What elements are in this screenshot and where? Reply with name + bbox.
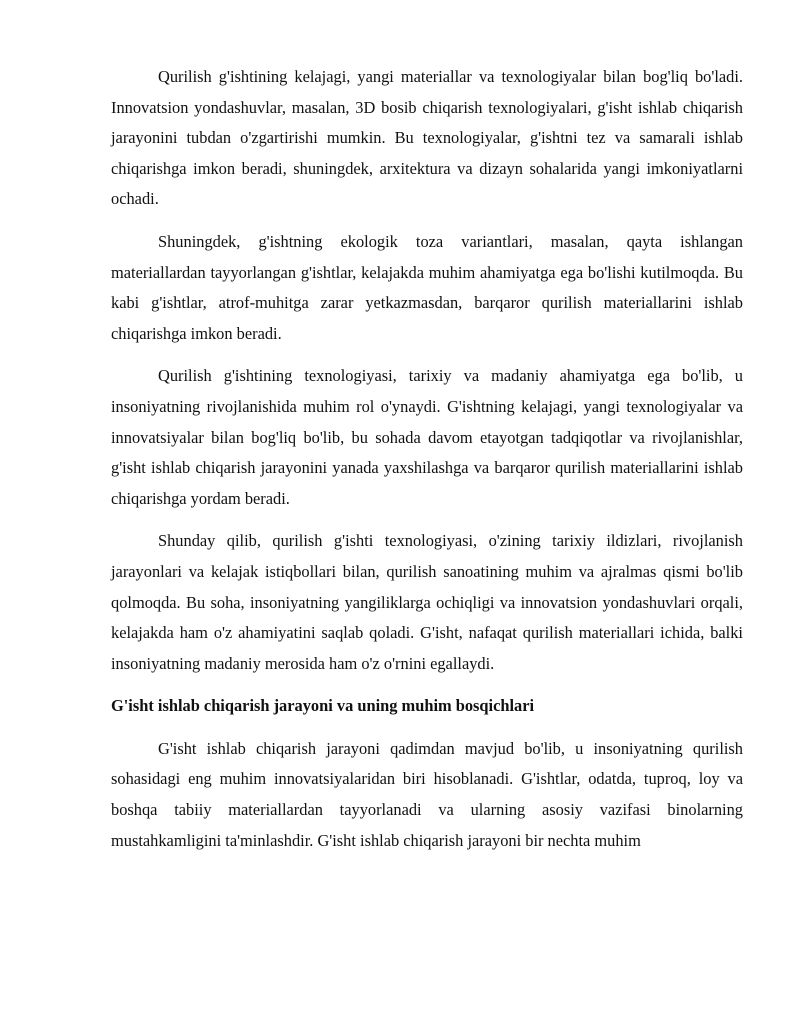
paragraph-production-process: G'isht ishlab chiqarish jarayoni qadimdan mavjud bo'lib, u insoniyatning qurilish sohasidagi eng muhim innovatsiyalaridan biri hisoblanadi. G'ishtlar, odatda, tuproq, loy va boshqa tabiiy materiallardan tayyorlanadi va ularning asosiy vazifasi binolarning mustahkamligini ta'minlashdir. G'isht ishlab chiqarish jarayoni bir nechta muhim	[111, 738, 743, 850]
section-heading: G'isht ishlab chiqarish jarayoni va uning muhim bosqichlari	[111, 696, 535, 716]
paragraph-conclusion: Shunday qilib, qurilish g'ishti texnologiyasi, o'zining tarixiy ildizlari, rivojlanish jarayonlari va kelajak istiqbollari bilan, qurilish sanoatining muhim va ajralmas qismi bo'lib qolmoqda. Bu soha, insoniyatning yangiliklarga ochiqligi va innovatsion yondashuvlari orqali, kelajakda ham o'z ahamiyatini saqlab qoladi. G'isht, nafaqat qurilish materiallari ichida, balki insoniyatning madaniy merosida ham o'z o'rnini egallaydi.	[111, 531, 743, 673]
paragraph-eco-bricks: Shuningdek, g'ishtning ekologik toza variantlari, masalan, qayta ishlangan materiallardan tayyorlangan g'ishtlar, kelajakda muhim ahamiyatga ega bo'lishi kutilmoqda. Bu kabi g'ishtlar, atrof-muhitga zarar yetkazmasdan, barqaror qurilish materiallarini ishlab chiqarishga imkon beradi.	[111, 231, 743, 343]
paragraph-brick-technology: Qurilish g'ishtining texnologiyasi, tarixiy va madaniy ahamiyatga ega bo'lib, u insoniyatning rivojlanishida muhim rol o'ynaydi. G'ishtning kelajagi, yangi texnologiyalar va innovatsiyalar bilan bog'liq bo'lib, bu sohada davom etayotgan tadqiqotlar va rivojlanishlar, g'isht ishlab chiqarish jarayonini yanada yaxshilashga va barqaror qurilish materiallarini ishlab chiqarishga yordam beradi.	[111, 366, 743, 508]
paragraph-future-of-brick: Qurilish g'ishtining kelajagi, yangi materiallar va texnologiyalar bilan bog'liq bo'ladi. Innovatsion yondashuvlar, masalan, 3D bosib chiqarish texnologiyalari, g'isht ishlab chiqarish jarayonini tubdan o'zgartirishi mumkin. Bu texnologiyalar, g'ishtni tez va samarali ishlab chiqarishga imkon beradi, shuningdek, arxitektura va dizayn sohalarida yangi imkoniyatlarni ochadi.	[111, 67, 743, 209]
document-page	[111, 62, 743, 868]
